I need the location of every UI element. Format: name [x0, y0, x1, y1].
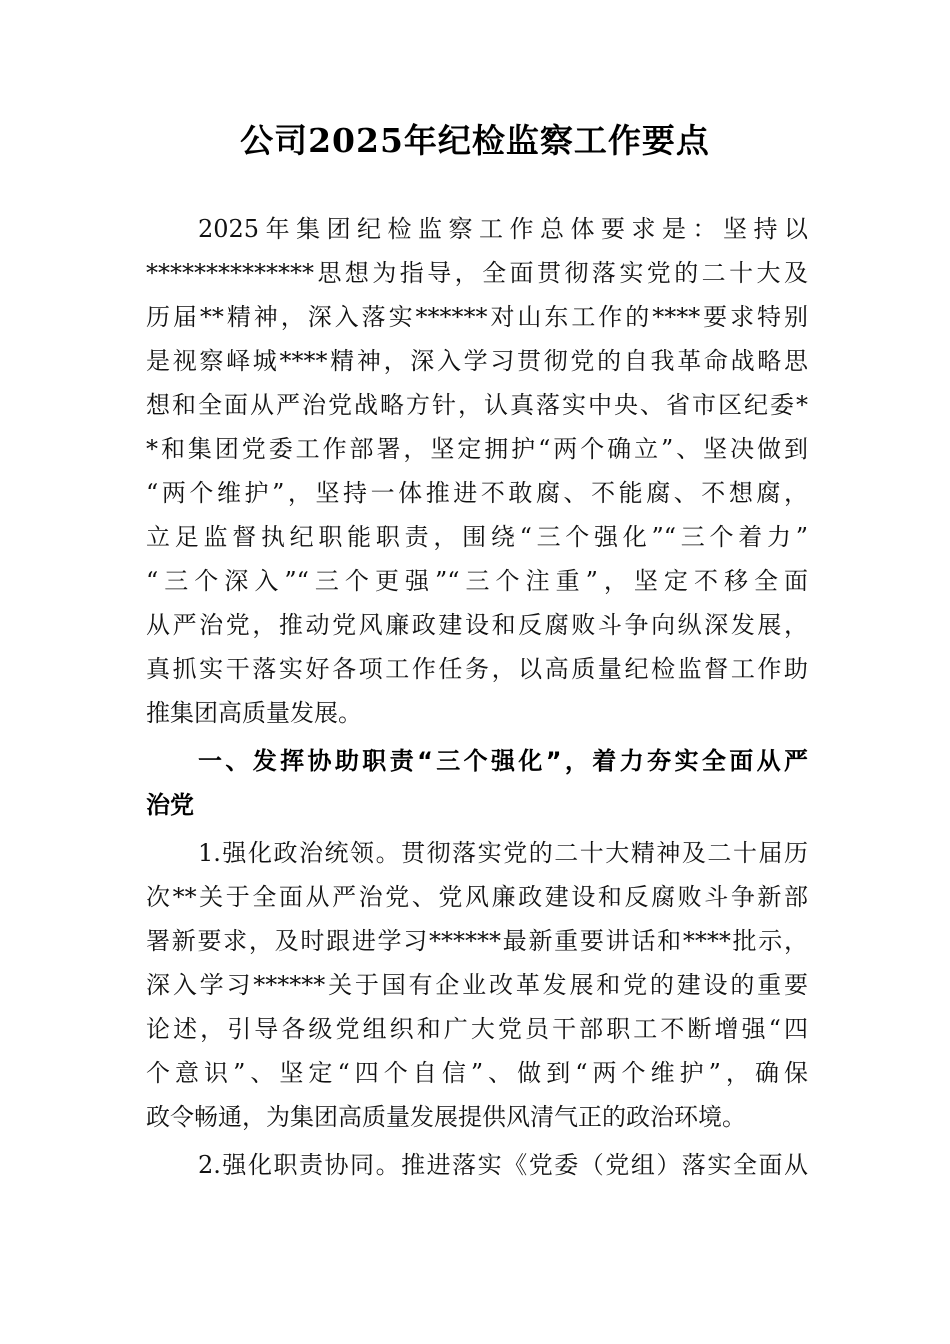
paragraph-line: “两个维护”，坚持一体推进不敢腐、不能腐、不想腐，	[146, 479, 808, 507]
paragraph-line: 深入学习******关于国有企业改革发展和党的建设的重要	[146, 971, 808, 999]
paragraph-line: 2.强化职责协同。推进落实《党委（党组）落实全面从	[198, 1151, 808, 1179]
paragraph-line: 次**关于全面从严治党、党风廉政建设和反腐败斗争新部	[146, 883, 808, 911]
section-heading-line: 治党	[146, 791, 194, 819]
paragraph-line: 历届**精神，深入落实******对山东工作的****要求特别	[146, 303, 808, 331]
paragraph-line: 2025年集团纪检监察工作总体要求是：坚持以	[198, 215, 808, 243]
paragraph-line: 推集团高质量发展。	[146, 699, 362, 727]
paragraph-line: 署新要求，及时跟进学习******最新重要讲话和****批示，	[146, 927, 808, 955]
paragraph-line: 论述，引导各级党组织和广大党员干部职工不断增强“四	[146, 1015, 808, 1043]
paragraph-line: 政令畅通，为集团高质量发展提供风清气正的政治环境。	[146, 1103, 746, 1131]
section-heading-line: 一、发挥协助职责“三个强化”，着力夯实全面从严	[198, 747, 808, 775]
paragraph-line: *和集团党委工作部署，坚定拥护“两个确立”、坚决做到	[146, 435, 808, 463]
paragraph-line: “三个深入”“三个更强”“三个注重”，坚定不移全面	[146, 567, 808, 595]
paragraph-line: 想和全面从严治党战略方针，认真落实中央、省市区纪委*	[146, 391, 808, 419]
paragraph-line: 真抓实干落实好各项工作任务，以高质量纪检监督工作助	[146, 655, 808, 683]
paragraph-line: **************思想为指导，全面贯彻落实党的二十大及	[146, 259, 808, 287]
paragraph-line: 1.强化政治统领。贯彻落实党的二十大精神及二十届历	[198, 839, 808, 867]
paragraph-line: 是视察峄城****精神，深入学习贯彻党的自我革命战略思	[146, 347, 808, 375]
paragraph-line: 立足监督执纪职能职责，围绕“三个强化”“三个着力”	[146, 523, 808, 551]
document-title: 公司2025年纪检监察工作要点	[240, 121, 710, 160]
paragraph-line: 从严治党，推动党风廉政建设和反腐败斗争向纵深发展，	[146, 611, 808, 639]
paragraph-line: 个意识”、坚定“四个自信”、做到“两个维护”，确保	[146, 1059, 808, 1087]
